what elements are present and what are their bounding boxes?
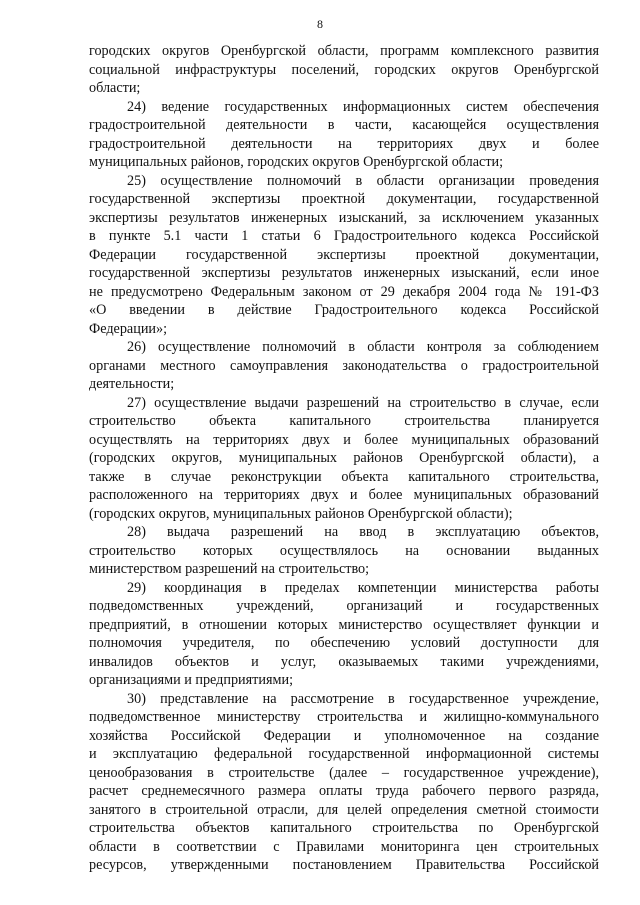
text-line: 29) координация в пределах компетенции министерства работы — [127, 579, 599, 596]
text-line: расчет среднемесячного размера оплаты труда рабочего первого разряда, — [89, 783, 599, 799]
text-line: 30) представление на рассмотрение в государственное учреждение, — [127, 690, 599, 707]
text-line: хозяйства Российской Федерации и уполномоченное на создание — [89, 727, 599, 744]
text-line: занятого в строительной отрасли, для целей определения сметной стоимости — [89, 801, 599, 818]
text-line: подведомственных учреждений, организаций и государственных — [89, 598, 599, 614]
text-line: не предусмотрено Федеральным законом от 29 декабря 2004 года № 191-ФЗ — [89, 283, 599, 300]
text-line: в пункте 5.1 части 1 статьи 6 Градостроительного кодекса Российской — [89, 228, 599, 244]
text-line: городских округов Оренбургской области, программ комплексного развития — [89, 43, 599, 59]
text-line: государственной экспертизы проектной документации, государственной — [89, 191, 599, 207]
text-line: социальной инфраструктуры поселений, городских округов Оренбургской — [89, 61, 599, 78]
text-line: градостроительной деятельности на территориях двух и более — [89, 135, 599, 152]
text-line: и эксплуатацию федеральной государственной информационной системы — [89, 746, 599, 762]
text-line: 25) осуществление полномочий в области организации проведения — [127, 172, 599, 189]
paragraph-24 — [89, 98, 599, 172]
paragraph-27 — [89, 394, 599, 524]
text-line: министерством разрешений на строительство; — [89, 561, 370, 577]
text-line: органами местного самоуправления законодательства о градостроительной — [89, 357, 599, 374]
text-line: строительство которых осуществлялось на основании выданных — [89, 542, 599, 559]
text-line: также в случае реконструкции объекта капитального строительства, — [89, 468, 599, 485]
text-line: Федерации»; — [89, 320, 168, 337]
text-line: муниципальных районов, городских округов Оренбургской области; — [89, 154, 504, 170]
text-line: области; — [89, 80, 141, 96]
text-line: строительства объектов капитального строительства по Оренбургской — [89, 820, 599, 836]
text-line: полномочия учредителя, по обеспечению условий доступности для — [89, 635, 599, 651]
text-line: «О введении в действие Градостроительного кодекса Российской — [89, 302, 599, 318]
text-line: градостроительной деятельности в части, касающейся осуществления — [89, 117, 599, 133]
text-line: расположенного на территориях двух и более муниципальных образований — [89, 487, 599, 503]
document-body — [89, 42, 599, 875]
text-line: 24) ведение государственных информационных систем обеспечения — [127, 98, 599, 115]
paragraph-29 — [89, 579, 599, 690]
text-line: области в соответствии с Правилами мониторинга цен строительных — [89, 838, 599, 855]
text-line: (городских округов, муниципальных районов Оренбургской области); — [89, 505, 513, 522]
text-line: деятельности; — [89, 376, 175, 392]
text-line: Федерации государственной экспертизы проектной документации, — [89, 246, 599, 263]
text-line: (городских округов, муниципальных районов Оренбургской области), а — [89, 450, 599, 466]
paragraph-30 — [89, 690, 599, 875]
text-line: осуществлять на территориях двух и более муниципальных образований — [89, 431, 599, 448]
text-line: 26) осуществление полномочий в области контроля за соблюдением — [127, 339, 599, 355]
page-number: 8 — [317, 17, 323, 31]
paragraph-28 — [89, 523, 599, 579]
text-line: организациями и предприятиями; — [89, 672, 294, 688]
text-line: 27) осуществление выдачи разрешений на строительство в случае, если — [127, 394, 599, 411]
text-line: государственной экспертизы результатов инженерных изысканий, если иное — [89, 265, 599, 281]
text-line: экспертизы результатов инженерных изысканий, за исключением указанных — [89, 209, 599, 226]
text-line: строительство объекта капитального строительства планируется — [89, 413, 599, 429]
text-line: подведомственное министерству строительства и жилищно-коммунального — [89, 709, 599, 725]
text-line: ресурсов, утвержденными постановлением Правительства Российской — [89, 857, 599, 873]
paragraph-26 — [89, 338, 599, 394]
paragraph-25 — [89, 172, 599, 339]
text-line: ценообразования в строительстве (далее – государственное учреждение), — [89, 764, 599, 781]
paragraph-cont — [89, 42, 599, 98]
text-line: инвалидов объектов и услуг, оказываемых такими учреждениями, — [89, 653, 599, 670]
text-line: предприятий, в отношении которых министерство осуществляет функции и — [89, 616, 599, 633]
text-line: 28) выдача разрешений на ввод в эксплуатацию объектов, — [127, 524, 599, 540]
